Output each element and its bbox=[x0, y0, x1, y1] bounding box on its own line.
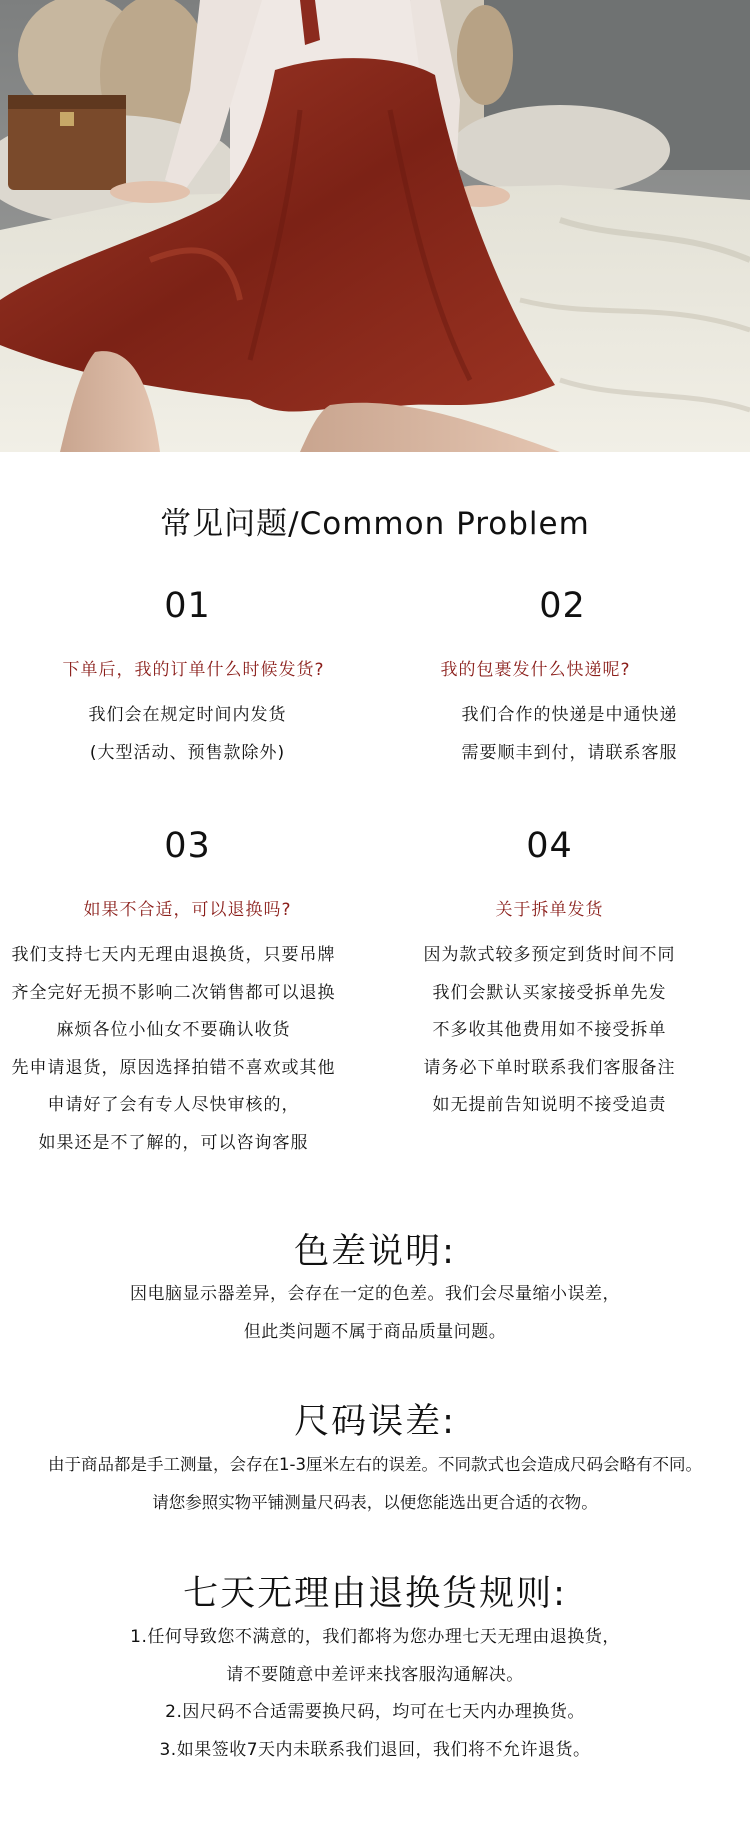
faq-02-answer bbox=[382, 697, 750, 772]
faq-01-answer-line: (大型活动、预售款除外) bbox=[89, 742, 286, 763]
faq-03-answer-line: 麻烦各位小仙女不要确认收货 bbox=[56, 1020, 291, 1040]
faq-04-answer-line: 请务必下单时联系我们客服备注 bbox=[423, 1057, 676, 1078]
size-error-line: 请您参照实物平铺测量尺码表，以便您能选出更合适的衣物。 bbox=[152, 1492, 598, 1512]
product-photo-illustration bbox=[0, 0, 750, 452]
faq-01-number: 01 bbox=[164, 586, 211, 626]
size-error-body bbox=[0, 1446, 750, 1521]
faq-01-answer-line: 我们会在规定时间内发货 bbox=[88, 705, 287, 725]
size-error-line: 由于商品都是手工测量，会存在1-3厘米左右的误差。不同款式也会造成尺码会略有不同。 bbox=[48, 1455, 702, 1474]
faq-01-question: 下单后，我的订单什么时候发货? bbox=[62, 660, 325, 680]
faq-02-answer-line: 我们合作的快递是中通快递 bbox=[461, 705, 678, 725]
faq-03-answer-line: 如果还是不了解的，可以咨询客服 bbox=[38, 1132, 309, 1153]
faq-04-answer bbox=[362, 937, 737, 1125]
size-error-title: 尺码误差: bbox=[294, 1402, 456, 1442]
color-difference-line: 因电脑显示器差异，会存在一定的色差。我们会尽量缩小误差， bbox=[130, 1284, 620, 1304]
faq-02-question: 我的包裹发什么快递呢? bbox=[440, 660, 631, 680]
faq-02-number: 02 bbox=[539, 586, 586, 626]
return-rules-line: 2.因尺码不合适需要换尺码，均可在七天内办理换货。 bbox=[165, 1702, 585, 1722]
faq-03-answer-line: 齐全完好无损不影响二次销售都可以退换 bbox=[11, 982, 336, 1003]
return-rules-title: 七天无理由退换货规则: bbox=[183, 1574, 567, 1614]
faq-03-question: 如果不合适，可以退换吗? bbox=[83, 900, 292, 920]
return-rules-body bbox=[0, 1619, 750, 1769]
faq-03-answer bbox=[0, 937, 351, 1162]
faq-03-number: 03 bbox=[164, 826, 211, 866]
common-problem-title: 常见问题/Common Problem bbox=[160, 506, 590, 542]
return-rules-line: 1.任何导致您不满意的，我们都将为您办理七天无理由退换货， bbox=[130, 1627, 620, 1647]
faq-04-question: 关于拆单发货 bbox=[495, 900, 604, 920]
return-rules-line: 请不要随意中差评来找客服沟通解决。 bbox=[226, 1664, 524, 1685]
faq-03-answer-line: 先申请退货，原因选择拍错不喜欢或其他 bbox=[11, 1057, 336, 1078]
faq-03-answer-line: 申请好了会有专人尽快审核的， bbox=[47, 1095, 300, 1115]
faq-04-answer-line: 我们会默认买家接受拆单先发 bbox=[432, 982, 667, 1003]
faq-04-answer-line: 不多收其他费用如不接受拆单 bbox=[432, 1020, 667, 1040]
color-difference-title: 色差说明: bbox=[294, 1232, 456, 1272]
faq-04-number: 04 bbox=[526, 826, 573, 866]
faq-04-answer-line: 因为款式较多预定到货时间不同 bbox=[423, 945, 676, 965]
return-rules-line: 3.如果签收7天内未联系我们退回，我们将不允许退货。 bbox=[159, 1739, 591, 1760]
faq-04-answer-line: 如无提前告知说明不接受追责 bbox=[432, 1095, 667, 1115]
product-photo bbox=[0, 0, 750, 452]
faq-03-answer-line: 我们支持七天内无理由退换货，只要吊牌 bbox=[11, 945, 336, 965]
faq-02-answer-line: 需要顺丰到付，请联系客服 bbox=[461, 742, 678, 763]
faq-01-answer bbox=[0, 697, 375, 772]
color-difference-line: 但此类问题不属于商品质量问题。 bbox=[243, 1321, 507, 1342]
color-difference-body bbox=[0, 1276, 750, 1351]
